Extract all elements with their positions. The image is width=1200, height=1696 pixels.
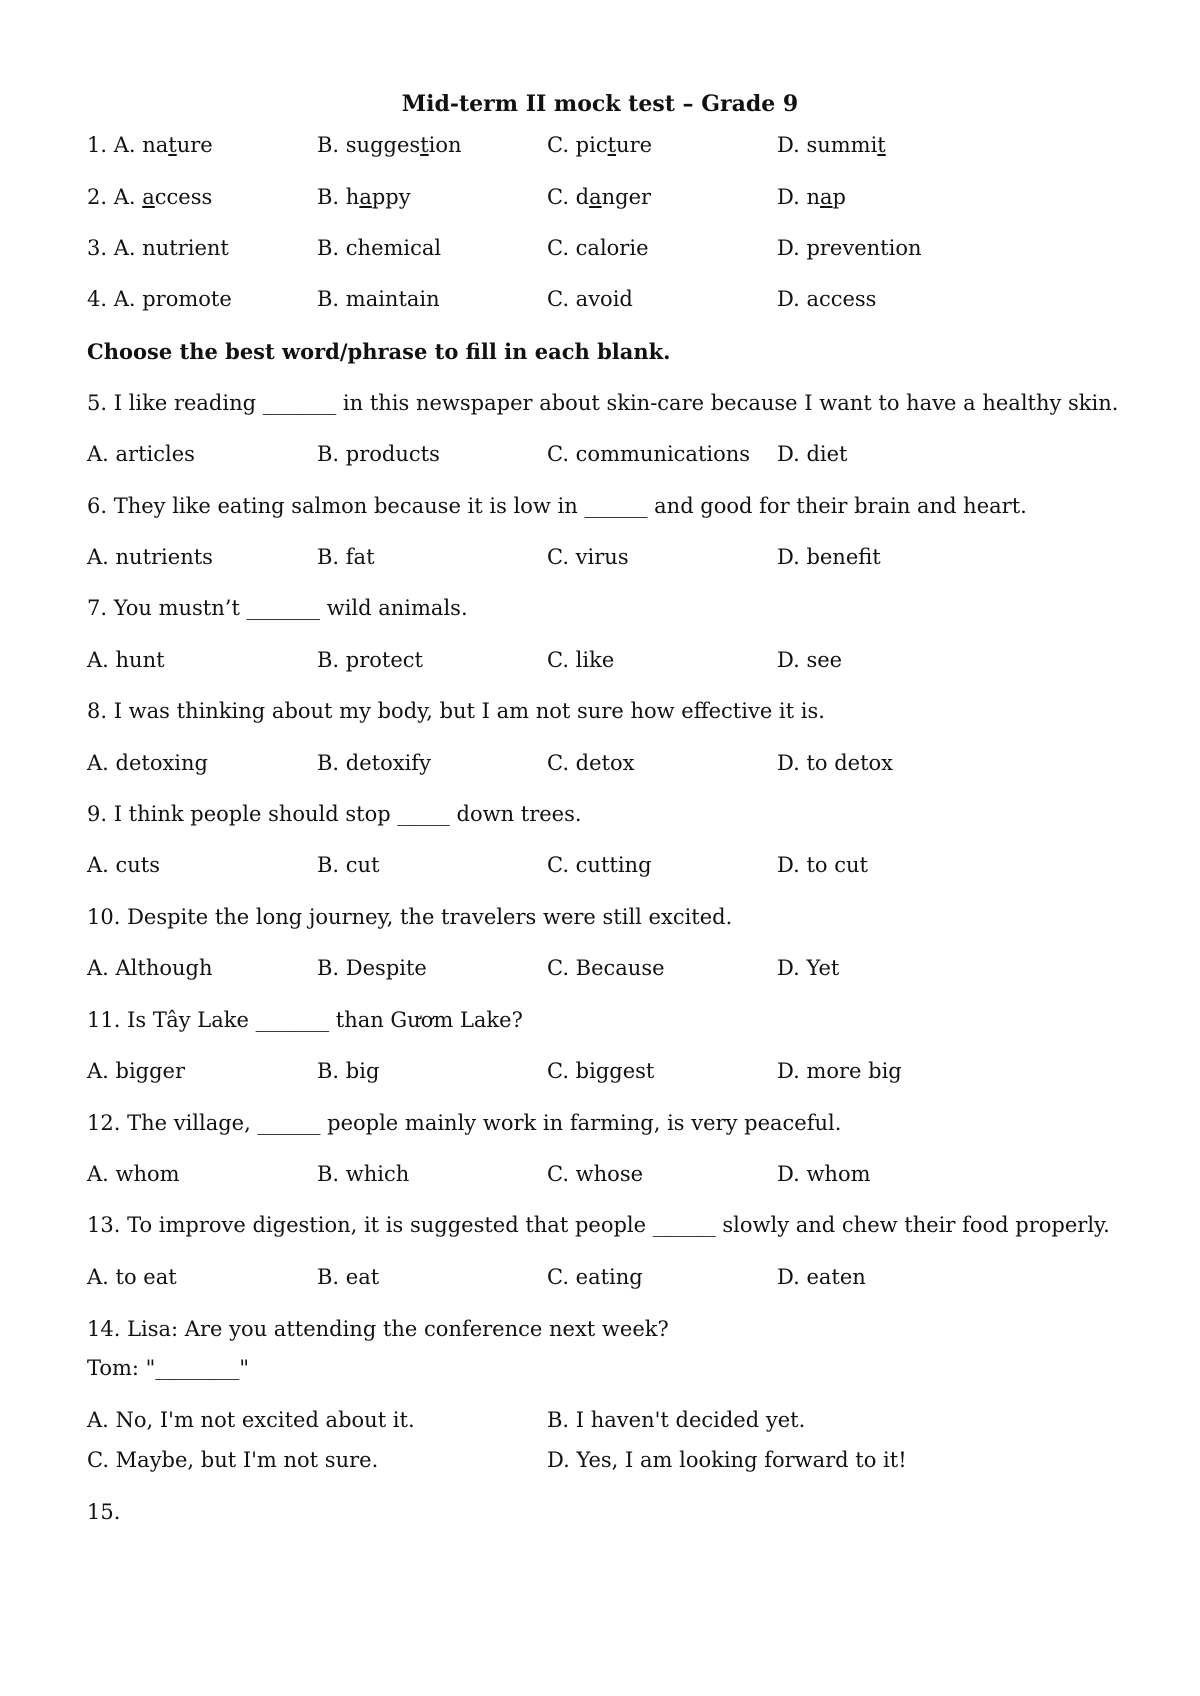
option-d: D. prevention	[777, 236, 922, 260]
question-14-reply: Tom: "________"	[87, 1356, 250, 1380]
question-9-stem: 9. I think people should stop _____ down trees.	[87, 802, 582, 826]
option-b: B. detoxify	[317, 751, 431, 775]
option-a: A. nutrients	[87, 545, 213, 569]
question-11-stem: 11. Is Tây Lake _______ than Gươm Lake?	[87, 1008, 523, 1032]
question-9-options	[87, 853, 1137, 883]
option-d: D. to cut	[777, 853, 868, 877]
option-b: B. cut	[317, 853, 380, 877]
question-2	[87, 185, 1137, 215]
question-14-stem: 14. Lisa: Are you attending the conference next week?	[87, 1317, 669, 1341]
question-12-stem: 12. The village, ______ people mainly work in farming, is very peaceful.	[87, 1111, 842, 1135]
option-c: C. Because	[547, 956, 665, 980]
option-d: D. nap	[777, 185, 846, 209]
question-1	[87, 133, 1137, 163]
option-a: 3. A. nutrient	[87, 236, 229, 260]
option-c: C. avoid	[547, 287, 633, 311]
option-d: D. whom	[777, 1162, 871, 1186]
option-a: A. hunt	[87, 648, 165, 672]
question-10-options	[87, 956, 1137, 986]
question-6-stem: 6. They like eating salmon because it is low in ______ and good for their brain and heart.	[87, 494, 1027, 518]
option-b: B. fat	[317, 545, 375, 569]
option-c: C. Maybe, but I'm not sure.	[87, 1448, 379, 1472]
option-a: A. No, I'm not excited about it.	[87, 1408, 415, 1432]
question-14-options-cd	[87, 1448, 1137, 1478]
option-c: C. communications	[547, 442, 751, 466]
option-d: D. summit	[777, 133, 886, 157]
option-d: D. diet	[777, 442, 848, 466]
option-a: A. to eat	[87, 1265, 177, 1289]
question-8-stem: 8. I was thinking about my body, but I am not sure how effective it is.	[87, 699, 825, 723]
option-b: B. protect	[317, 648, 423, 672]
section-heading: Choose the best word/phrase to fill in each blank.	[87, 339, 671, 364]
question-7-options	[87, 648, 1137, 678]
question-12-options	[87, 1162, 1137, 1192]
option-d: D. see	[777, 648, 843, 672]
option-b: B. maintain	[317, 287, 440, 311]
question-5-options	[87, 442, 1137, 472]
option-c: C. whose	[547, 1162, 644, 1186]
question-11-options	[87, 1059, 1137, 1089]
option-a: 1. A. nature	[87, 133, 213, 157]
option-b: B. I haven't decided yet.	[547, 1408, 806, 1432]
option-d: D. Yet	[777, 956, 840, 980]
option-d: D. benefit	[777, 545, 881, 569]
option-b: B. chemical	[317, 236, 442, 260]
question-5-stem: 5. I like reading _______ in this newspaper about skin-care because I want to have a healthy skin.	[87, 391, 1119, 415]
option-a: A. Although	[87, 956, 213, 980]
option-a: A. whom	[87, 1162, 180, 1186]
option-a: 4. A. promote	[87, 287, 232, 311]
question-3	[87, 236, 1137, 266]
question-13-stem: 13. To improve digestion, it is suggested that people ______ slowly and chew their food properly.	[87, 1213, 1110, 1237]
page-title: Mid-term II mock test – Grade 9	[401, 91, 799, 117]
option-c: C. biggest	[547, 1059, 655, 1083]
question-6-options	[87, 545, 1137, 575]
option-b: B. happy	[317, 185, 411, 209]
option-d: D. Yes, I am looking forward to it!	[547, 1448, 907, 1472]
question-14-options-ab	[87, 1408, 1137, 1438]
question-8-options	[87, 751, 1137, 781]
option-a: 2. A. access	[87, 185, 213, 209]
option-d: D. to detox	[777, 751, 893, 775]
option-c: C. cutting	[547, 853, 652, 877]
option-a: A. detoxing	[87, 751, 208, 775]
option-c: C. calorie	[547, 236, 649, 260]
option-d: D. eaten	[777, 1265, 866, 1289]
question-4	[87, 287, 1137, 317]
option-c: C. danger	[547, 185, 652, 209]
option-c: C. virus	[547, 545, 629, 569]
option-a: A. bigger	[87, 1059, 186, 1083]
option-b: B. which	[317, 1162, 410, 1186]
option-b: B. products	[317, 442, 440, 466]
option-c: C. eating	[547, 1265, 643, 1289]
option-b: B. suggestion	[317, 133, 462, 157]
option-c: C. like	[547, 648, 615, 672]
option-c: C. picture	[547, 133, 653, 157]
option-a: A. articles	[87, 442, 195, 466]
option-b: B. big	[317, 1059, 380, 1083]
option-a: A. cuts	[87, 853, 161, 877]
question-7-stem: 7. You mustn’t _______ wild animals.	[87, 596, 468, 620]
question-15-stem: 15.	[87, 1500, 121, 1524]
option-d: D. access	[777, 287, 877, 311]
question-10-stem: 10. Despite the long journey, the travelers were still excited.	[87, 905, 733, 929]
option-d: D. more big	[777, 1059, 902, 1083]
question-13-options	[87, 1265, 1137, 1295]
option-b: B. eat	[317, 1265, 380, 1289]
option-b: B. Despite	[317, 956, 427, 980]
option-c: C. detox	[547, 751, 635, 775]
